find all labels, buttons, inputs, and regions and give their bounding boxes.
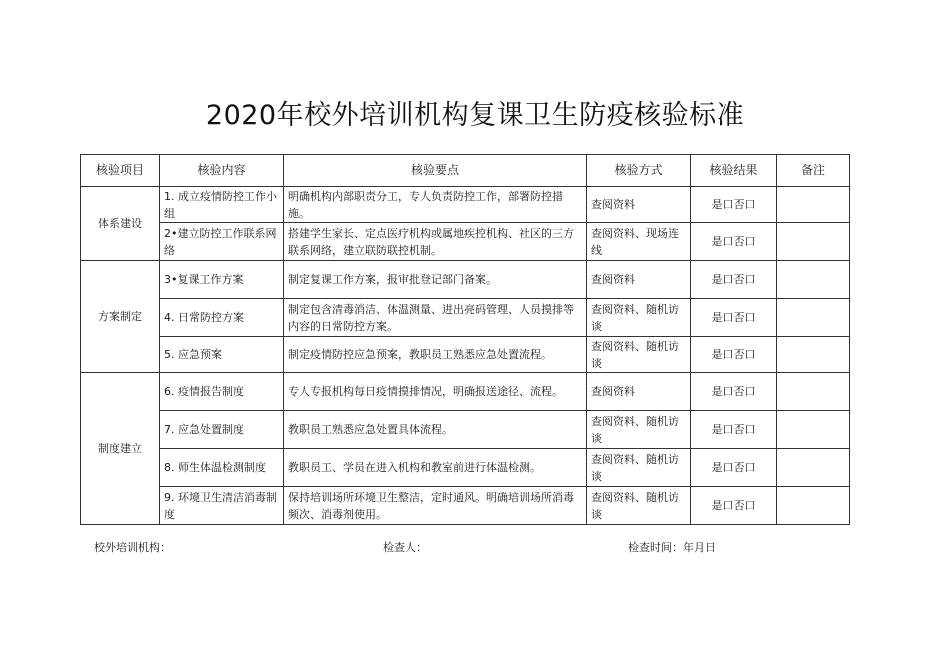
item-cell: 5. 应急预案 xyxy=(160,337,284,373)
inspector-label: 检查人： xyxy=(383,541,427,554)
inspection-time-label: 检查时间：年月日 xyxy=(628,541,716,554)
document-title: 2020年校外培训机构复课卫生防疫核验标准 xyxy=(205,100,745,131)
method-cell: 查阅资料、现场连线 xyxy=(587,223,691,261)
remarks-cell[interactable] xyxy=(777,261,850,299)
points-cell: 教职员工、学员在进入机构和教室前进行体温检测。 xyxy=(284,449,587,487)
header-remarks: 备注 xyxy=(777,155,850,187)
points-cell: 搭建学生家长、定点医疗机构或属地疾控机构、社区的三方联系网络，建立联防联控机制。 xyxy=(284,223,587,261)
method-cell: 查阅资料、随机访谈 xyxy=(587,449,691,487)
item-cell: 8. 师生体温检测制度 xyxy=(160,449,284,487)
category-cell: 方案制定 xyxy=(81,261,160,373)
table-row xyxy=(81,187,850,223)
item-cell: 3•复课工作方案 xyxy=(160,261,284,299)
points-cell: 专人专报机构每日疫情摸排情况，明确报送途径、流程。 xyxy=(284,373,587,411)
remarks-cell[interactable] xyxy=(777,449,850,487)
verification-table xyxy=(80,154,850,525)
category-cell: 制度建立 xyxy=(81,373,160,525)
category-cell: 体系建设 xyxy=(81,187,160,261)
table-row xyxy=(81,449,850,487)
item-cell: 9. 环境卫生清洁消毒制度 xyxy=(160,487,284,525)
header-category: 核验项目 xyxy=(81,155,160,187)
method-cell: 查阅资料、随机访谈 xyxy=(587,487,691,525)
method-cell: 查阅资料 xyxy=(587,261,691,299)
result-checkbox-cell[interactable]: 是口否口 xyxy=(691,261,777,299)
header-method: 核验方式 xyxy=(587,155,691,187)
header-content: 核验内容 xyxy=(160,155,284,187)
remarks-cell[interactable] xyxy=(777,337,850,373)
remarks-cell[interactable] xyxy=(777,299,850,337)
points-cell: 教职员工熟悉应急处置具体流程。 xyxy=(284,411,587,449)
points-cell: 保持培训场所环境卫生整洁，定时通风。明确培训场所消毒频次、消毒剂使用。 xyxy=(284,487,587,525)
remarks-cell[interactable] xyxy=(777,411,850,449)
table-row xyxy=(81,411,850,449)
header-result: 核验结果 xyxy=(691,155,777,187)
table-row xyxy=(81,373,850,411)
item-cell: 7. 应急处置制度 xyxy=(160,411,284,449)
table-header-row xyxy=(81,155,850,187)
remarks-cell[interactable] xyxy=(777,487,850,525)
table-row xyxy=(81,299,850,337)
points-cell: 制定复课工作方案，报审批登记部门备案。 xyxy=(284,261,587,299)
result-checkbox-cell[interactable]: 是口否口 xyxy=(691,487,777,525)
item-cell: 4. 日常防控方案 xyxy=(160,299,284,337)
points-cell: 明确机构内部职责分工，专人负责防控工作，部署防控措施。 xyxy=(284,187,587,223)
result-checkbox-cell[interactable]: 是口否口 xyxy=(691,449,777,487)
remarks-cell[interactable] xyxy=(777,223,850,261)
table-row xyxy=(81,261,850,299)
result-checkbox-cell[interactable]: 是口否口 xyxy=(691,373,777,411)
result-checkbox-cell[interactable]: 是口否口 xyxy=(691,223,777,261)
result-checkbox-cell[interactable]: 是口否口 xyxy=(691,187,777,223)
method-cell: 查阅资料 xyxy=(587,373,691,411)
item-cell: 2•建立防控工作联系网络 xyxy=(160,223,284,261)
institution-label: 校外培训机构： xyxy=(94,541,171,554)
result-checkbox-cell[interactable]: 是口否口 xyxy=(691,411,777,449)
points-cell: 制定疫情防控应急预案，教职员工熟悉应急处置流程。 xyxy=(284,337,587,373)
item-cell: 1. 成立疫情防控工作小组 xyxy=(160,187,284,223)
remarks-cell[interactable] xyxy=(777,187,850,223)
item-cell: 6. 疫情报告制度 xyxy=(160,373,284,411)
header-points: 核验要点 xyxy=(284,155,587,187)
points-cell: 制定包含清毒消洁、体温测量、进出亮码管理、人员摸排等内容的日常防控方案。 xyxy=(284,299,587,337)
method-cell: 查阅资料、随机访谈 xyxy=(587,299,691,337)
result-checkbox-cell[interactable]: 是口否口 xyxy=(691,299,777,337)
remarks-cell[interactable] xyxy=(777,373,850,411)
method-cell: 查阅资料、随机访谈 xyxy=(587,337,691,373)
result-checkbox-cell[interactable]: 是口否口 xyxy=(691,337,777,373)
method-cell: 查阅资料 xyxy=(587,187,691,223)
table-row xyxy=(81,223,850,261)
table-row xyxy=(81,487,850,525)
method-cell: 查阅资料、随机访谈 xyxy=(587,411,691,449)
table-row xyxy=(81,337,850,373)
